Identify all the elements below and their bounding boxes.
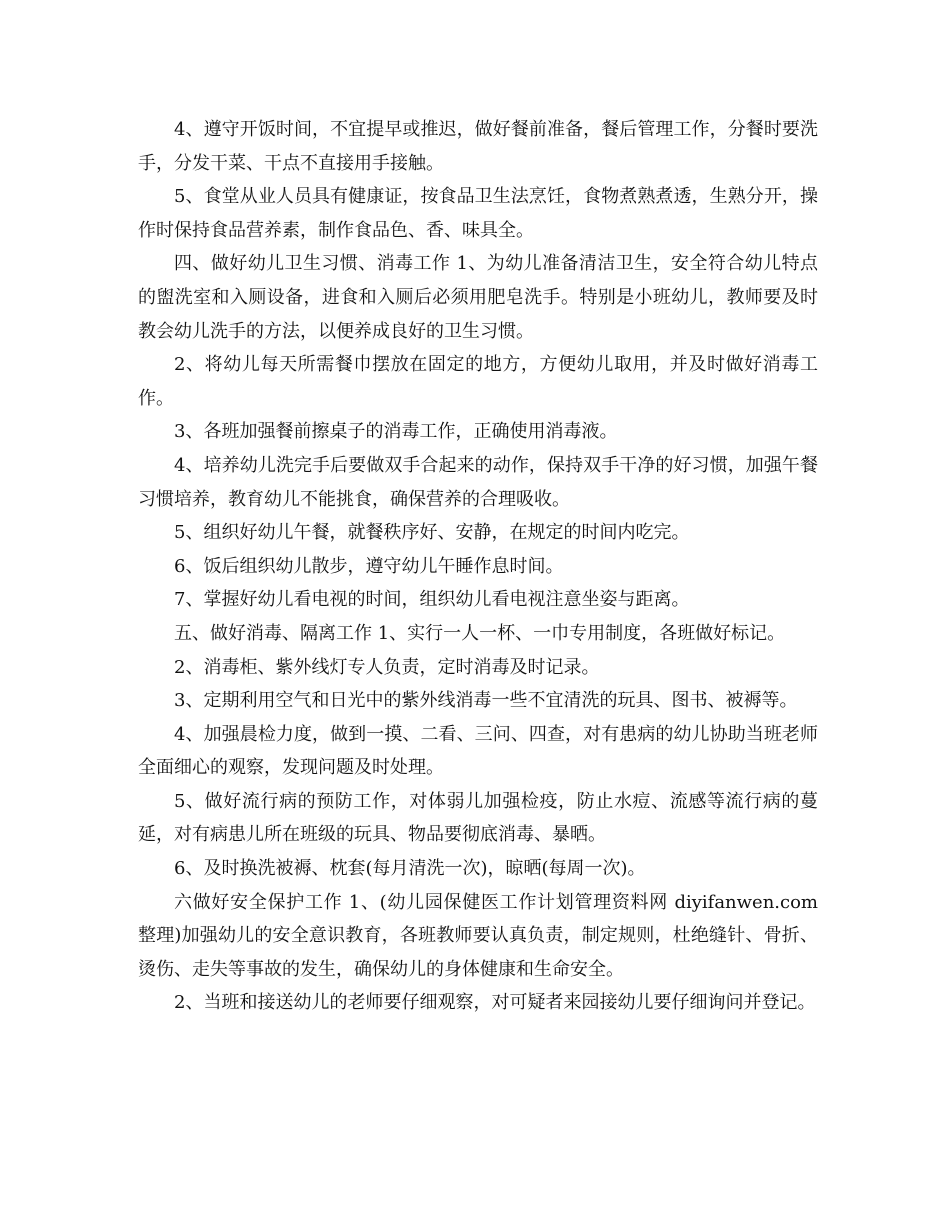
- paragraph: 六做好安全保护工作 1、(幼儿园保健医工作计划管理资料网 diyifanwen.com 整理)加强幼儿的安全意识教育，各班教师要认真负责，制定规则，杜绝缝针、骨折、烫伤、走失等事故的发生，确保幼儿的身体健康和生命安全。: [138, 891, 818, 980]
- paragraph: 4、培养幼儿洗完手后要做双手合起来的动作，保持双手干净的好习惯，加强午餐习惯培养，教育幼儿不能挑食，确保营养的合理吸收。: [138, 454, 818, 510]
- document-body: [138, 113, 818, 1020]
- paragraph: 5、食堂从业人员具有健康证，按食品卫生法烹饪，食物煮熟煮透，生熟分开，操作时保持食品营养素，制作食品色、香、味具全。: [138, 186, 818, 241]
- paragraph: 2、消毒柜、紫外线灯专人负责，定时消毒及时记录。: [174, 656, 600, 678]
- paragraph: 2、将幼儿每天所需餐巾摆放在固定的地方，方便幼儿取用，并及时做好消毒工作。: [138, 354, 818, 409]
- paragraph: 3、定期利用空气和日光中的紫外线消毒一些不宜清洗的玩具、图书、被褥等。: [174, 690, 798, 712]
- paragraph: 4、遵守开饭时间，不宜提早或推迟，做好餐前准备，餐后管理工作，分餐时要洗手，分发干菜、干点不直接用手接触。: [138, 119, 818, 174]
- paragraph: 5、做好流行病的预防工作，对体弱儿加强检疫，防止水痘、流感等流行病的蔓延，对有病患儿所在班级的玩具、物品要彻底消毒、暴晒。: [138, 790, 818, 846]
- paragraph: 7、掌握好幼儿看电视的时间，组织幼儿看电视注意坐姿与距离。: [174, 589, 690, 611]
- paragraph: 4、加强晨检力度，做到一摸、二看、三问、四查，对有患病的幼儿协助当班老师全面细心的观察，发现问题及时处理。: [138, 723, 818, 779]
- paragraph: 6、饭后组织幼儿散步，遵守幼儿午睡作息时间。: [174, 555, 564, 577]
- paragraph: 2、当班和接送幼儿的老师要仔细观察，对可疑者来园接幼儿要仔细询问并登记。: [174, 992, 816, 1014]
- paragraph: 四、做好幼儿卫生习惯、消毒工作 1、为幼儿准备清洁卫生，安全符合幼儿特点的盥洗室和入厕设备，进食和入厕后必须用肥皂洗手。特别是小班幼儿，教师要及时教会幼儿洗手的方法，以便养成良好的卫生习惯。: [138, 253, 818, 342]
- paragraph: 3、各班加强餐前擦桌子的消毒工作，正确使用消毒液。: [174, 421, 618, 443]
- paragraph: 五、做好消毒、隔离工作 1、实行一人一杯、一巾专用制度，各班做好标记。: [174, 622, 786, 644]
- paragraph: 6、及时换洗被褥、枕套(每月清洗一次)，晾晒(每周一次)。: [174, 858, 646, 880]
- paragraph: 5、组织好幼儿午餐，就餐秩序好、安静，在规定的时间内吃完。: [174, 522, 690, 544]
